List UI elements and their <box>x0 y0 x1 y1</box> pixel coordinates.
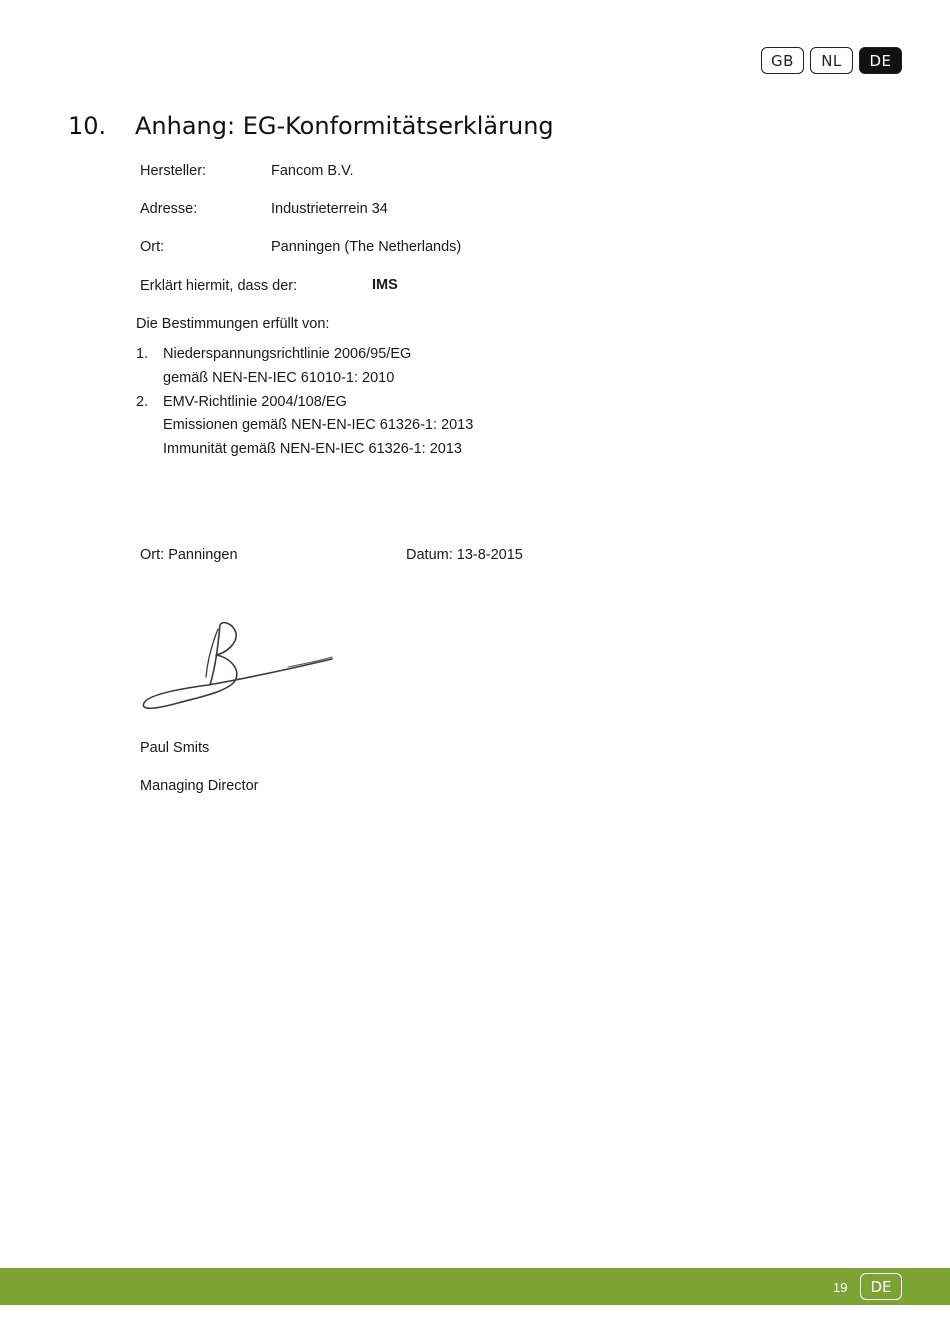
requirements-list <box>136 343 473 462</box>
location-row <box>140 239 461 255</box>
declaration-product: IMS <box>372 277 398 293</box>
lang-tab-nl[interactable]: NL <box>810 47 853 74</box>
signer-role: Managing Director <box>140 778 259 794</box>
requirement-title: Niederspannungsrichtlinie 2006/95/EG <box>163 346 412 362</box>
lang-tab-de[interactable]: DE <box>859 47 902 74</box>
section-title: Anhang: EG-Konformitätserklärung <box>135 112 554 140</box>
manufacturer-row <box>140 163 353 179</box>
page-number: 19 <box>833 1280 848 1295</box>
signature-image <box>138 615 338 720</box>
requirement-detail: Immunität gemäß NEN-EN-IEC 61326-1: 2013 <box>163 441 462 458</box>
signing-place: Ort: Panningen <box>140 547 238 563</box>
requirement-item <box>136 343 473 367</box>
requirement-number: 1. <box>136 346 149 362</box>
manufacturer-value: Fancom B.V. <box>271 163 354 179</box>
requirement-title: EMV-Richtlinie 2004/108/EG <box>163 393 347 410</box>
requirements-intro: Die Bestimmungen erfüllt von: <box>136 316 330 332</box>
language-tabs <box>761 47 902 74</box>
requirement-detail: Emissionen gemäß NEN-EN-IEC 61326-1: 2013 <box>163 417 474 434</box>
address-row <box>140 201 388 217</box>
requirement-number: 2. <box>136 393 149 410</box>
lang-tab-gb[interactable]: GB <box>761 47 804 74</box>
section-heading <box>68 112 554 140</box>
declaration-label: Erklärt hiermit, dass der: <box>140 278 298 294</box>
signing-date: Datum: 13-8-2015 <box>406 547 523 563</box>
section-number: 10. <box>68 112 107 140</box>
requirement-detail: gemäß NEN-EN-IEC 61010-1: 2010 <box>163 369 395 386</box>
location-label: Ort: <box>140 239 165 255</box>
address-label: Adresse: <box>140 201 198 217</box>
signer-name: Paul Smits <box>140 740 210 756</box>
location-value: Panningen (The Netherlands) <box>271 239 462 255</box>
manufacturer-label: Hersteller: <box>140 163 207 179</box>
footer-language-tab[interactable]: DE <box>860 1273 902 1300</box>
address-value: Industrieterrein 34 <box>271 201 388 217</box>
requirement-item <box>136 391 473 415</box>
footer-bar <box>0 1268 950 1305</box>
